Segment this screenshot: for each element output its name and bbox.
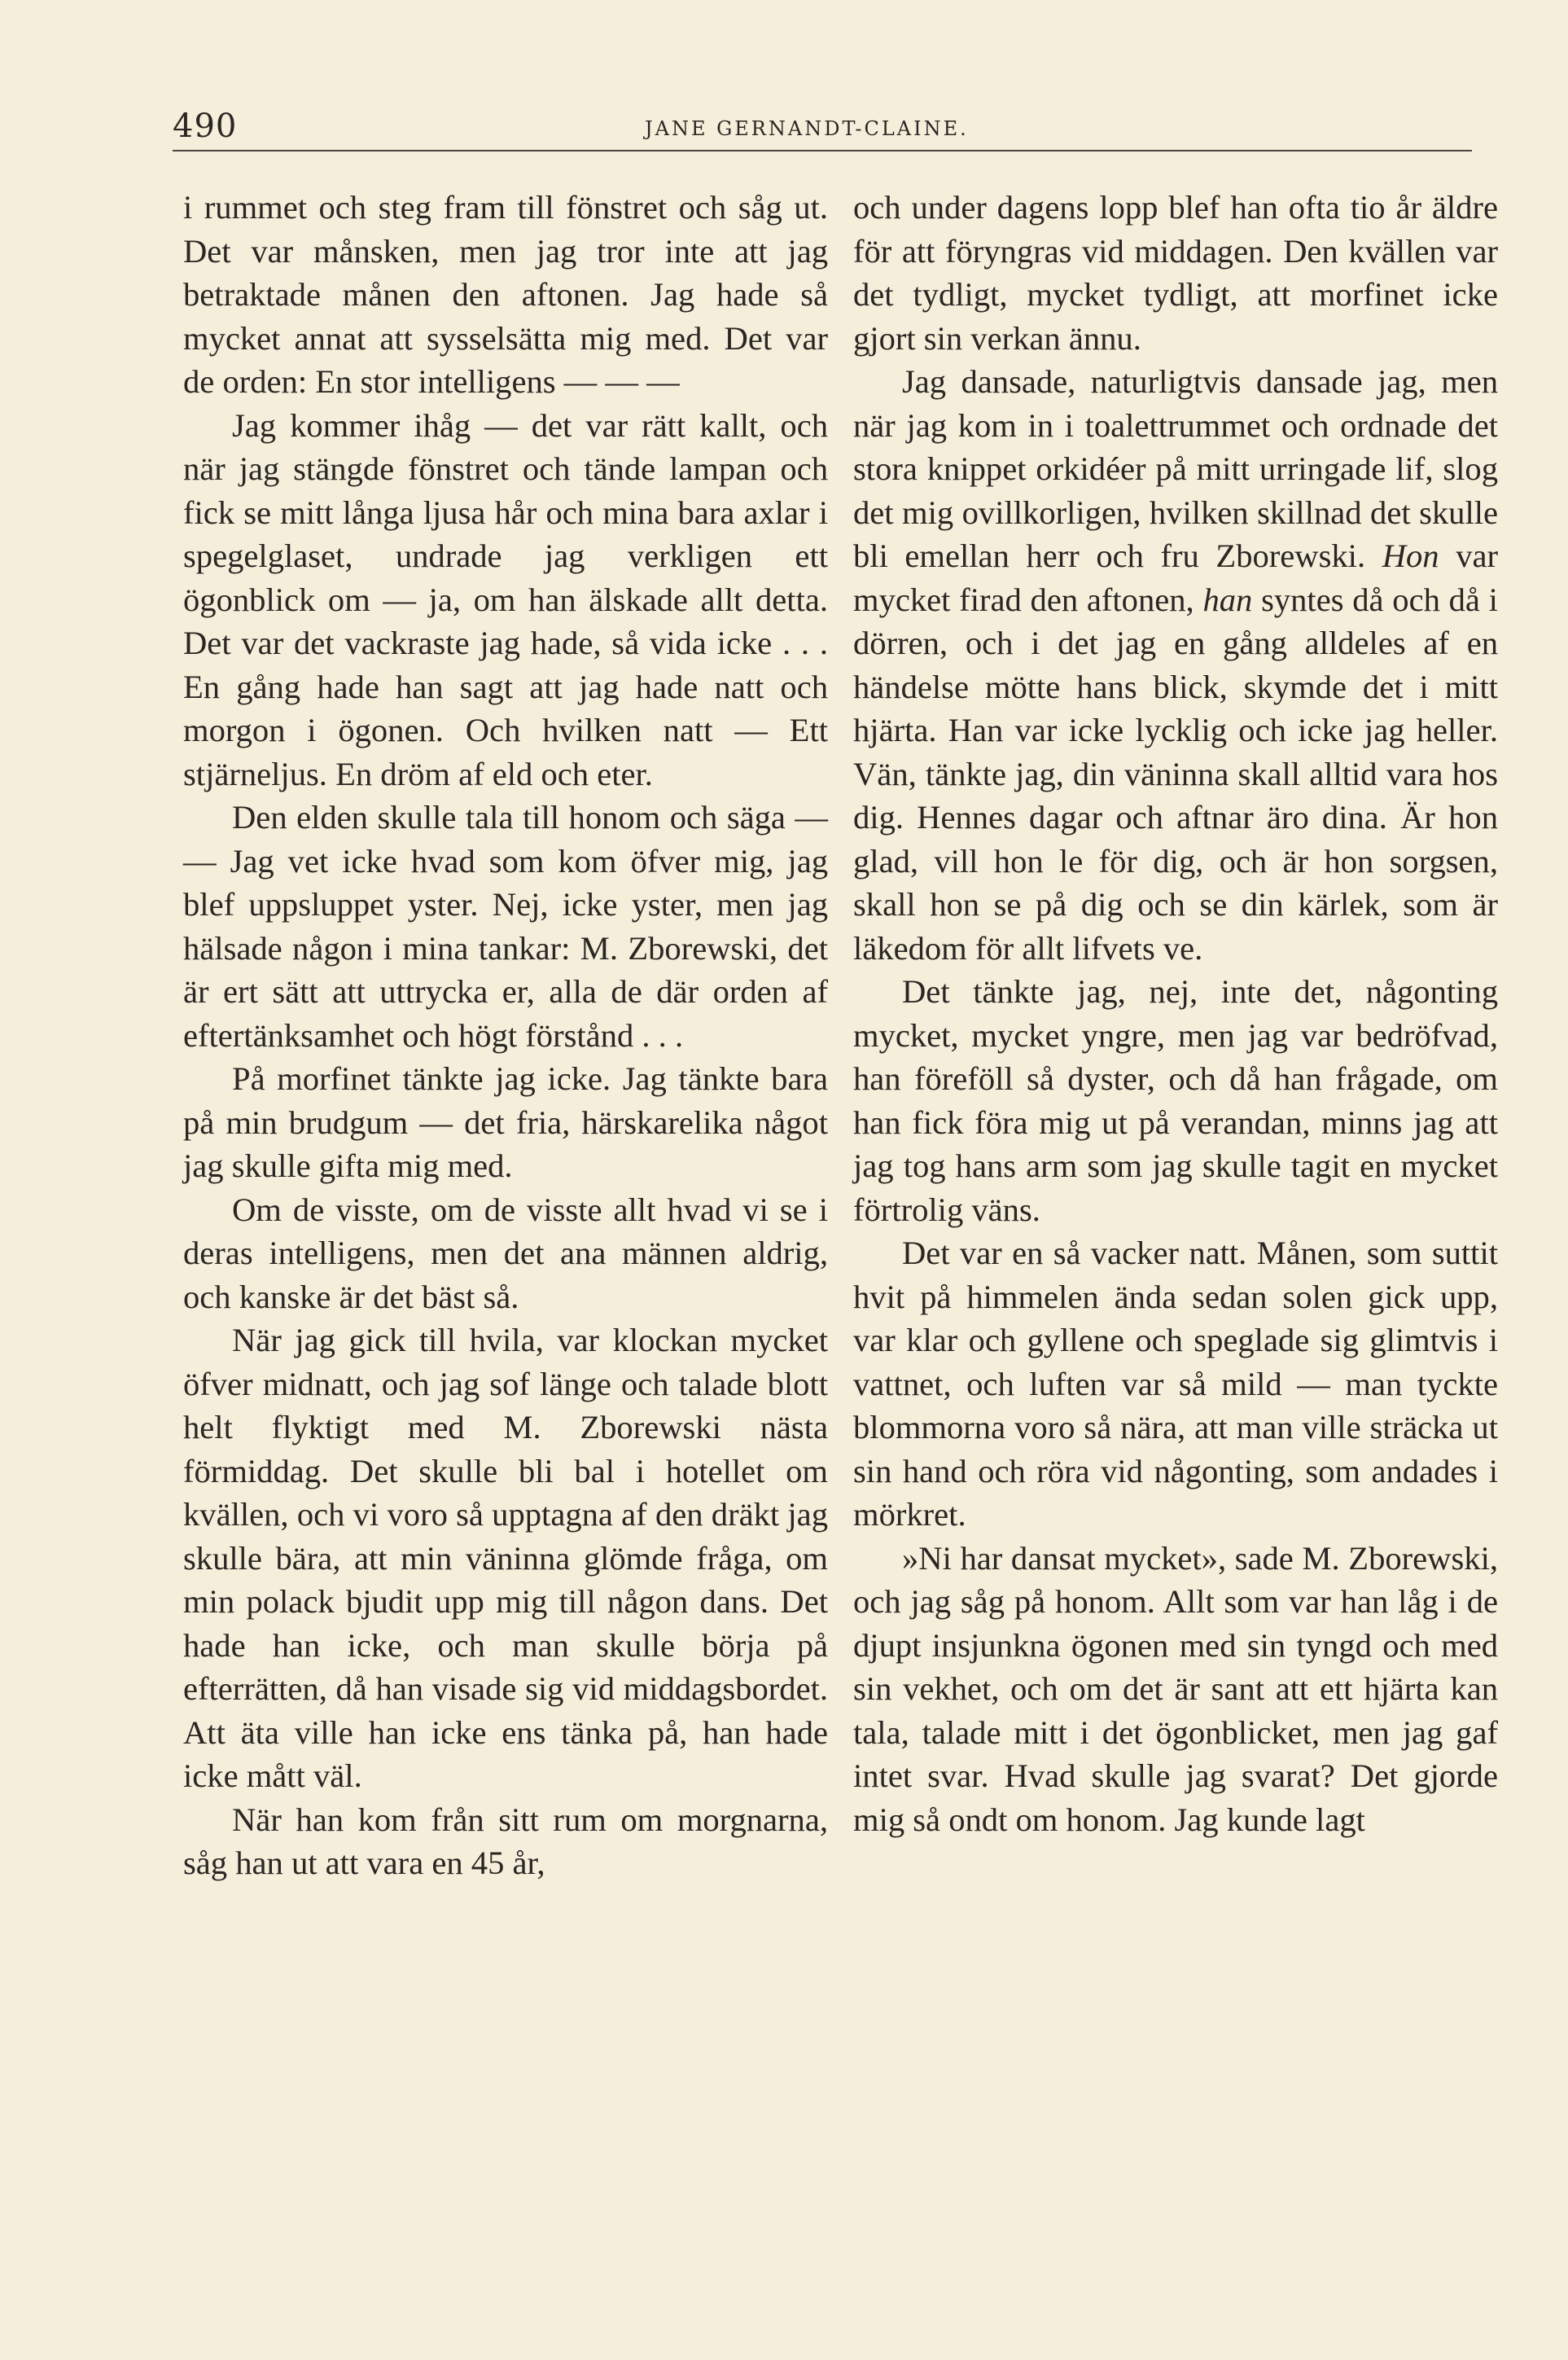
paragraph: När jag gick till hvila, var klockan mycket öfver midnatt, och jag sof länge och talade blott helt flyktigt med M. Zborewski nästa förmiddag. Det skulle bli bal i hotellet om kvällen, och vi voro så upptagna af den dräkt jag skulle bära, att min väninna glömde fråga, om min polack bjudit upp mig till någon dans. Det hade han icke, och man skulle börja på efterrätten, då han visade sig vid middagsbordet. Att äta ville han icke ens tänka på, han hade icke mått väl.	[183, 1322, 828, 1794]
italic-word: Hon	[1382, 537, 1439, 574]
left-column	[183, 186, 828, 1885]
paragraph: När han kom från sitt rum om morgnarna, såg han ut att vara en 45 år,	[183, 1801, 828, 1881]
paragraph-text: syntes då och då i dörren, och i det jag en gång alldeles af en händelse mötte hans blick, skymde det i mitt hjärta. Han var icke lycklig och icke jag heller. Vän, tänkte jag, din väninna skall alltid vara hos dig. Hennes dagar och aftnar äro dina. Är hon glad, vill hon le för dig, och är hon sorgsen, skall hon se på dig och se din kärlek, som är läkedom för allt lifvets ve.	[853, 581, 1498, 967]
paragraph: Jag kommer ihåg — det var rätt kallt, och när jag stängde fönstret och tände lampan och fick se mitt långa ljusa hår och mina bara axlar i spegelglaset, undrade jag verkligen ett ögonblick om — ja, om han älskade allt detta. Det var det vackraste jag hade, så vida icke . . . En gång hade han sagt att jag hade natt och morgon i ögonen. Och hvilken natt — Ett stjärneljus. En dröm af eld och eter.	[183, 406, 828, 792]
paragraph-text: Jag dansade, naturligtvis dansade jag, men när jag kom in i toalettrummet och ordnade det stora knippet orkidéer på mitt urringade lif, slog det mig ovillkorligen, hvilken skillnad det skulle bli emellan herr och fru Zborewski.	[853, 363, 1498, 574]
paragraph: Det var en så vacker natt. Månen, som suttit hvit på himmelen ända sedan solen gick upp, var klar och gyllene och speglade sig glimtvis i vattnet, och luften var så mild — man tyckte blommorna voro så nära, att man ville sträcka ut sin hand och röra vid någonting, som andades i mörkret.	[853, 1235, 1498, 1533]
italic-word: han	[1202, 581, 1253, 618]
paragraph: i rummet och steg fram till fönstret och såg ut. Det var månsken, men jag tror inte att jag betraktade månen den aftonen. Jag hade så mycket annat att sysselsätta mig med. Det var de orden: En stor intelligens — — —	[183, 189, 828, 400]
paragraph: Den elden skulle tala till honom och säga — — Jag vet icke hvad som kom öfver mig, jag blef uppsluppet yster. Nej, icke yster, men jag hälsade någon i mina tankar: M. Zborewski, det är ert sätt att uttrycka er, alla de där orden af eftertänksamhet och högt förstånd . . .	[183, 799, 828, 1054]
paragraph: »Ni har dansat mycket», sade M. Zborewski, och jag såg på honom. Allt som var han låg i de djupt insjunkna ögonen med sin tyngd och med sin vekhet, och om det är sant att ett hjärta kan tala, talade mitt i det ögonblicket, men jag gaf intet svar. Hvad skulle jag svarat? Det gjorde mig så ondt om honom. Jag kunde lagt	[853, 1539, 1498, 1838]
page-number: 490	[173, 107, 238, 145]
paragraph-text: var mycket firad den aftonen,	[853, 537, 1498, 618]
paragraph: Det tänkte jag, nej, inte det, någonting mycket, mycket yngre, men jag var bedröfvad, han föreföll så dyster, och då han frågade, om han fick föra mig ut på verandan, minns jag att jag tog hans arm som jag skulle tagit en mycket förtrolig väns.	[853, 973, 1498, 1228]
paragraph	[853, 360, 1498, 970]
paragraph: Om de visste, om de visste allt hvad vi se i deras intelligens, men det ana männen aldrig, och kanske är det bäst så.	[183, 1191, 828, 1315]
right-column	[853, 186, 1498, 1841]
page-header	[173, 98, 1472, 151]
running-head: JANE GERNANDT-CLAINE.	[645, 117, 969, 140]
paragraph: och under dagens lopp blef han ofta tio år äldre för att föryngras vid middagen. Den kvällen var det tydligt, mycket tydligt, att morfinet icke gjort sin verkan ännu.	[853, 189, 1498, 357]
paragraph: På morfinet tänkte jag icke. Jag tänkte bara på min brudgum — det fria, härskarelika något jag skulle gifta mig med.	[183, 1060, 828, 1184]
